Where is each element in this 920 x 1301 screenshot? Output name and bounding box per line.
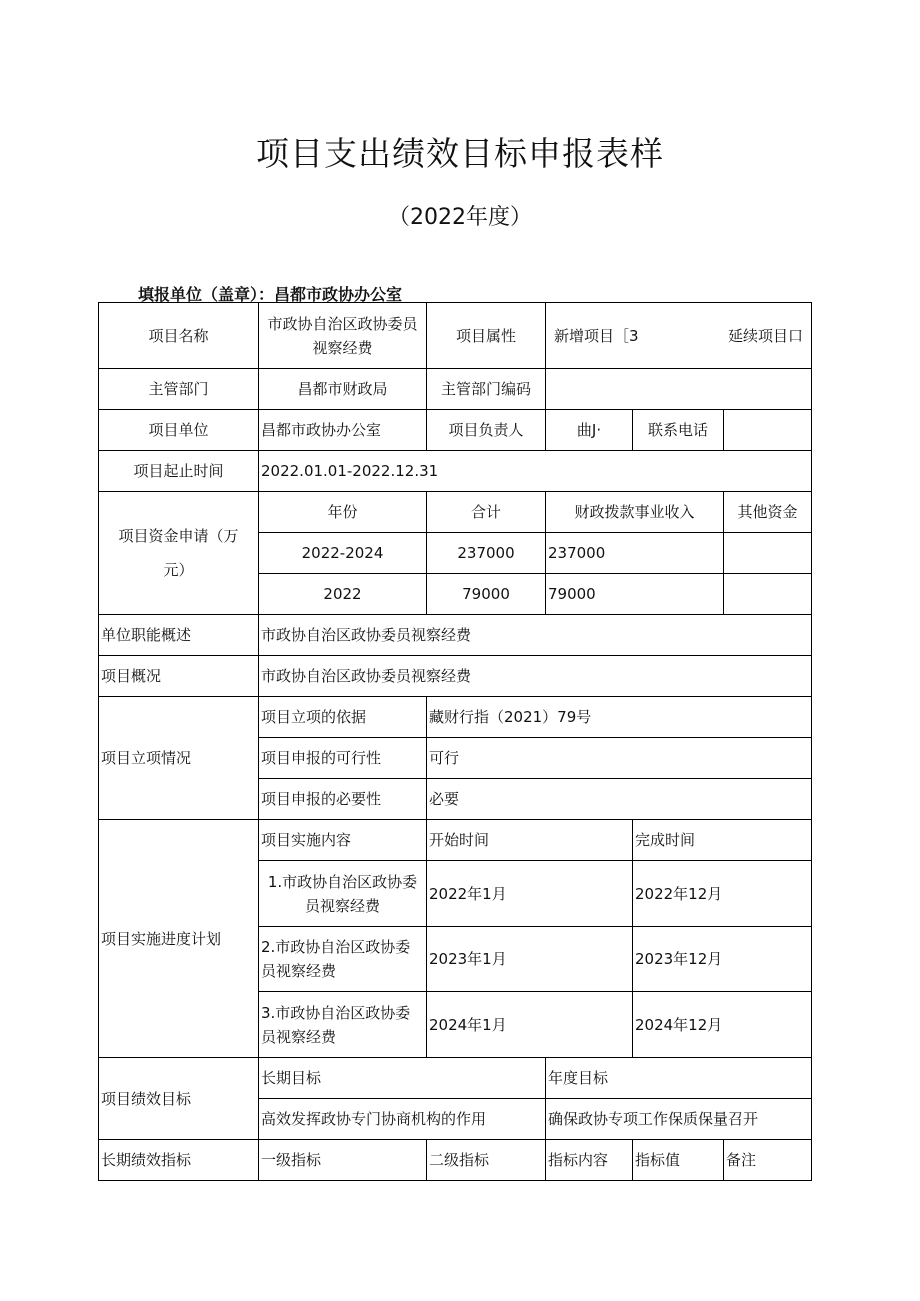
- fund-other: [724, 574, 812, 615]
- fund-year: 2022-2024: [259, 533, 427, 574]
- project-attr-label: 项目属性: [427, 303, 546, 369]
- fund-header-other: 其他资金: [724, 492, 812, 533]
- row-period: [99, 451, 812, 492]
- schedule-end: 2024年12月: [633, 992, 812, 1058]
- fund-label: 项目资金申请（万元）: [99, 492, 259, 615]
- perf-long-label: 长期目标: [259, 1058, 546, 1099]
- overview-label: 项目概况: [99, 656, 259, 697]
- approval-item-label: 项目申报的必要性: [259, 779, 427, 820]
- fund-fiscal: 237000: [546, 533, 724, 574]
- dept-code-value: [546, 369, 812, 410]
- function-label: 单位职能概述: [99, 615, 259, 656]
- approval-item-label: 项目立项的依据: [259, 697, 427, 738]
- unit-label: 项目单位: [99, 410, 259, 451]
- fund-fiscal: 79000: [546, 574, 724, 615]
- approval-item-value: 必要: [427, 779, 812, 820]
- row-fund-header: [99, 492, 812, 533]
- indicator-header-row: [99, 1140, 812, 1181]
- schedule-content: 2.市政协自治区政协委员视察经费: [259, 927, 427, 992]
- row-function: [99, 615, 812, 656]
- schedule-label: 项目实施进度计划: [99, 820, 259, 1058]
- schedule-header-start: 开始时间: [427, 820, 633, 861]
- fund-header-fiscal: 财政拨款事业收入: [546, 492, 724, 533]
- leader-value: 曲J·: [546, 410, 633, 451]
- dept-code-label: 主管部门编码: [427, 369, 546, 410]
- row-overview: [99, 656, 812, 697]
- approval-row: [99, 697, 812, 738]
- fund-total: 237000: [427, 533, 546, 574]
- project-attr-value-cell: [546, 303, 812, 369]
- dept-label: 主管部门: [99, 369, 259, 410]
- approval-item-value: 可行: [427, 738, 812, 779]
- schedule-end: 2022年12月: [633, 861, 812, 927]
- project-name-value: 市政协自治区政协委员视察经费: [259, 303, 427, 369]
- project-attr-continue: 延续项目口: [728, 326, 804, 345]
- indicator-header-value: 指标值: [633, 1140, 724, 1181]
- fund-total: 79000: [427, 574, 546, 615]
- schedule-content: 3.市政协自治区政协委员视察经费: [259, 992, 427, 1058]
- schedule-start: 2022年1月: [427, 861, 633, 927]
- schedule-header-row: [99, 820, 812, 861]
- schedule-end: 2023年12月: [633, 927, 812, 992]
- indicator-label: 长期绩效指标: [99, 1140, 259, 1181]
- approval-item-value: 藏财行指（2021）79号: [427, 697, 812, 738]
- indicator-header-level2: 二级指标: [427, 1140, 546, 1181]
- leader-label: 项目负责人: [427, 410, 546, 451]
- fund-other: [724, 533, 812, 574]
- page-title: 项目支出绩效目标申报表样: [256, 134, 664, 173]
- perf-header-row: [99, 1058, 812, 1099]
- perf-label: 项目绩效目标: [99, 1058, 259, 1140]
- function-value: 市政协自治区政协委员视察经费: [259, 615, 812, 656]
- perf-long-value: 高效发挥政协专门协商机构的作用: [259, 1099, 546, 1140]
- indicator-header-level1: 一级指标: [259, 1140, 427, 1181]
- schedule-start: 2023年1月: [427, 927, 633, 992]
- fund-header-year: 年份: [259, 492, 427, 533]
- dept-value: 昌都市财政局: [259, 369, 427, 410]
- perf-year-value: 确保政协专项工作保质保量召开: [546, 1099, 812, 1140]
- approval-item-label: 项目申报的可行性: [259, 738, 427, 779]
- overview-value: 市政协自治区政协委员视察经费: [259, 656, 812, 697]
- unit-value: 昌都市政协办公室: [259, 410, 427, 451]
- phone-label: 联系电话: [633, 410, 724, 451]
- indicator-header-content: 指标内容: [546, 1140, 633, 1181]
- period-label: 项目起止时间: [99, 451, 259, 492]
- schedule-start: 2024年1月: [427, 992, 633, 1058]
- approval-label: 项目立项情况: [99, 697, 259, 820]
- project-name-label: 项目名称: [99, 303, 259, 369]
- fund-year: 2022: [259, 574, 427, 615]
- filing-unit-label: 填报单位（盖章）：昌都市政协办公室: [138, 285, 403, 304]
- declaration-form-table: [98, 302, 812, 1181]
- indicator-header-remark: 备注: [724, 1140, 812, 1181]
- project-attr-new: 新增项目［3: [554, 326, 639, 345]
- row-project-name: [99, 303, 812, 369]
- schedule-header-content: 项目实施内容: [259, 820, 427, 861]
- schedule-header-end: 完成时间: [633, 820, 812, 861]
- row-unit: [99, 410, 812, 451]
- row-dept: [99, 369, 812, 410]
- schedule-content: 1.市政协自治区政协委员视察经费: [259, 861, 427, 927]
- phone-value: [724, 410, 812, 451]
- year-subtitle: （2022年度）: [388, 205, 532, 230]
- fund-header-total: 合计: [427, 492, 546, 533]
- period-value: 2022.01.01-2022.12.31: [259, 451, 812, 492]
- perf-year-label: 年度目标: [546, 1058, 812, 1099]
